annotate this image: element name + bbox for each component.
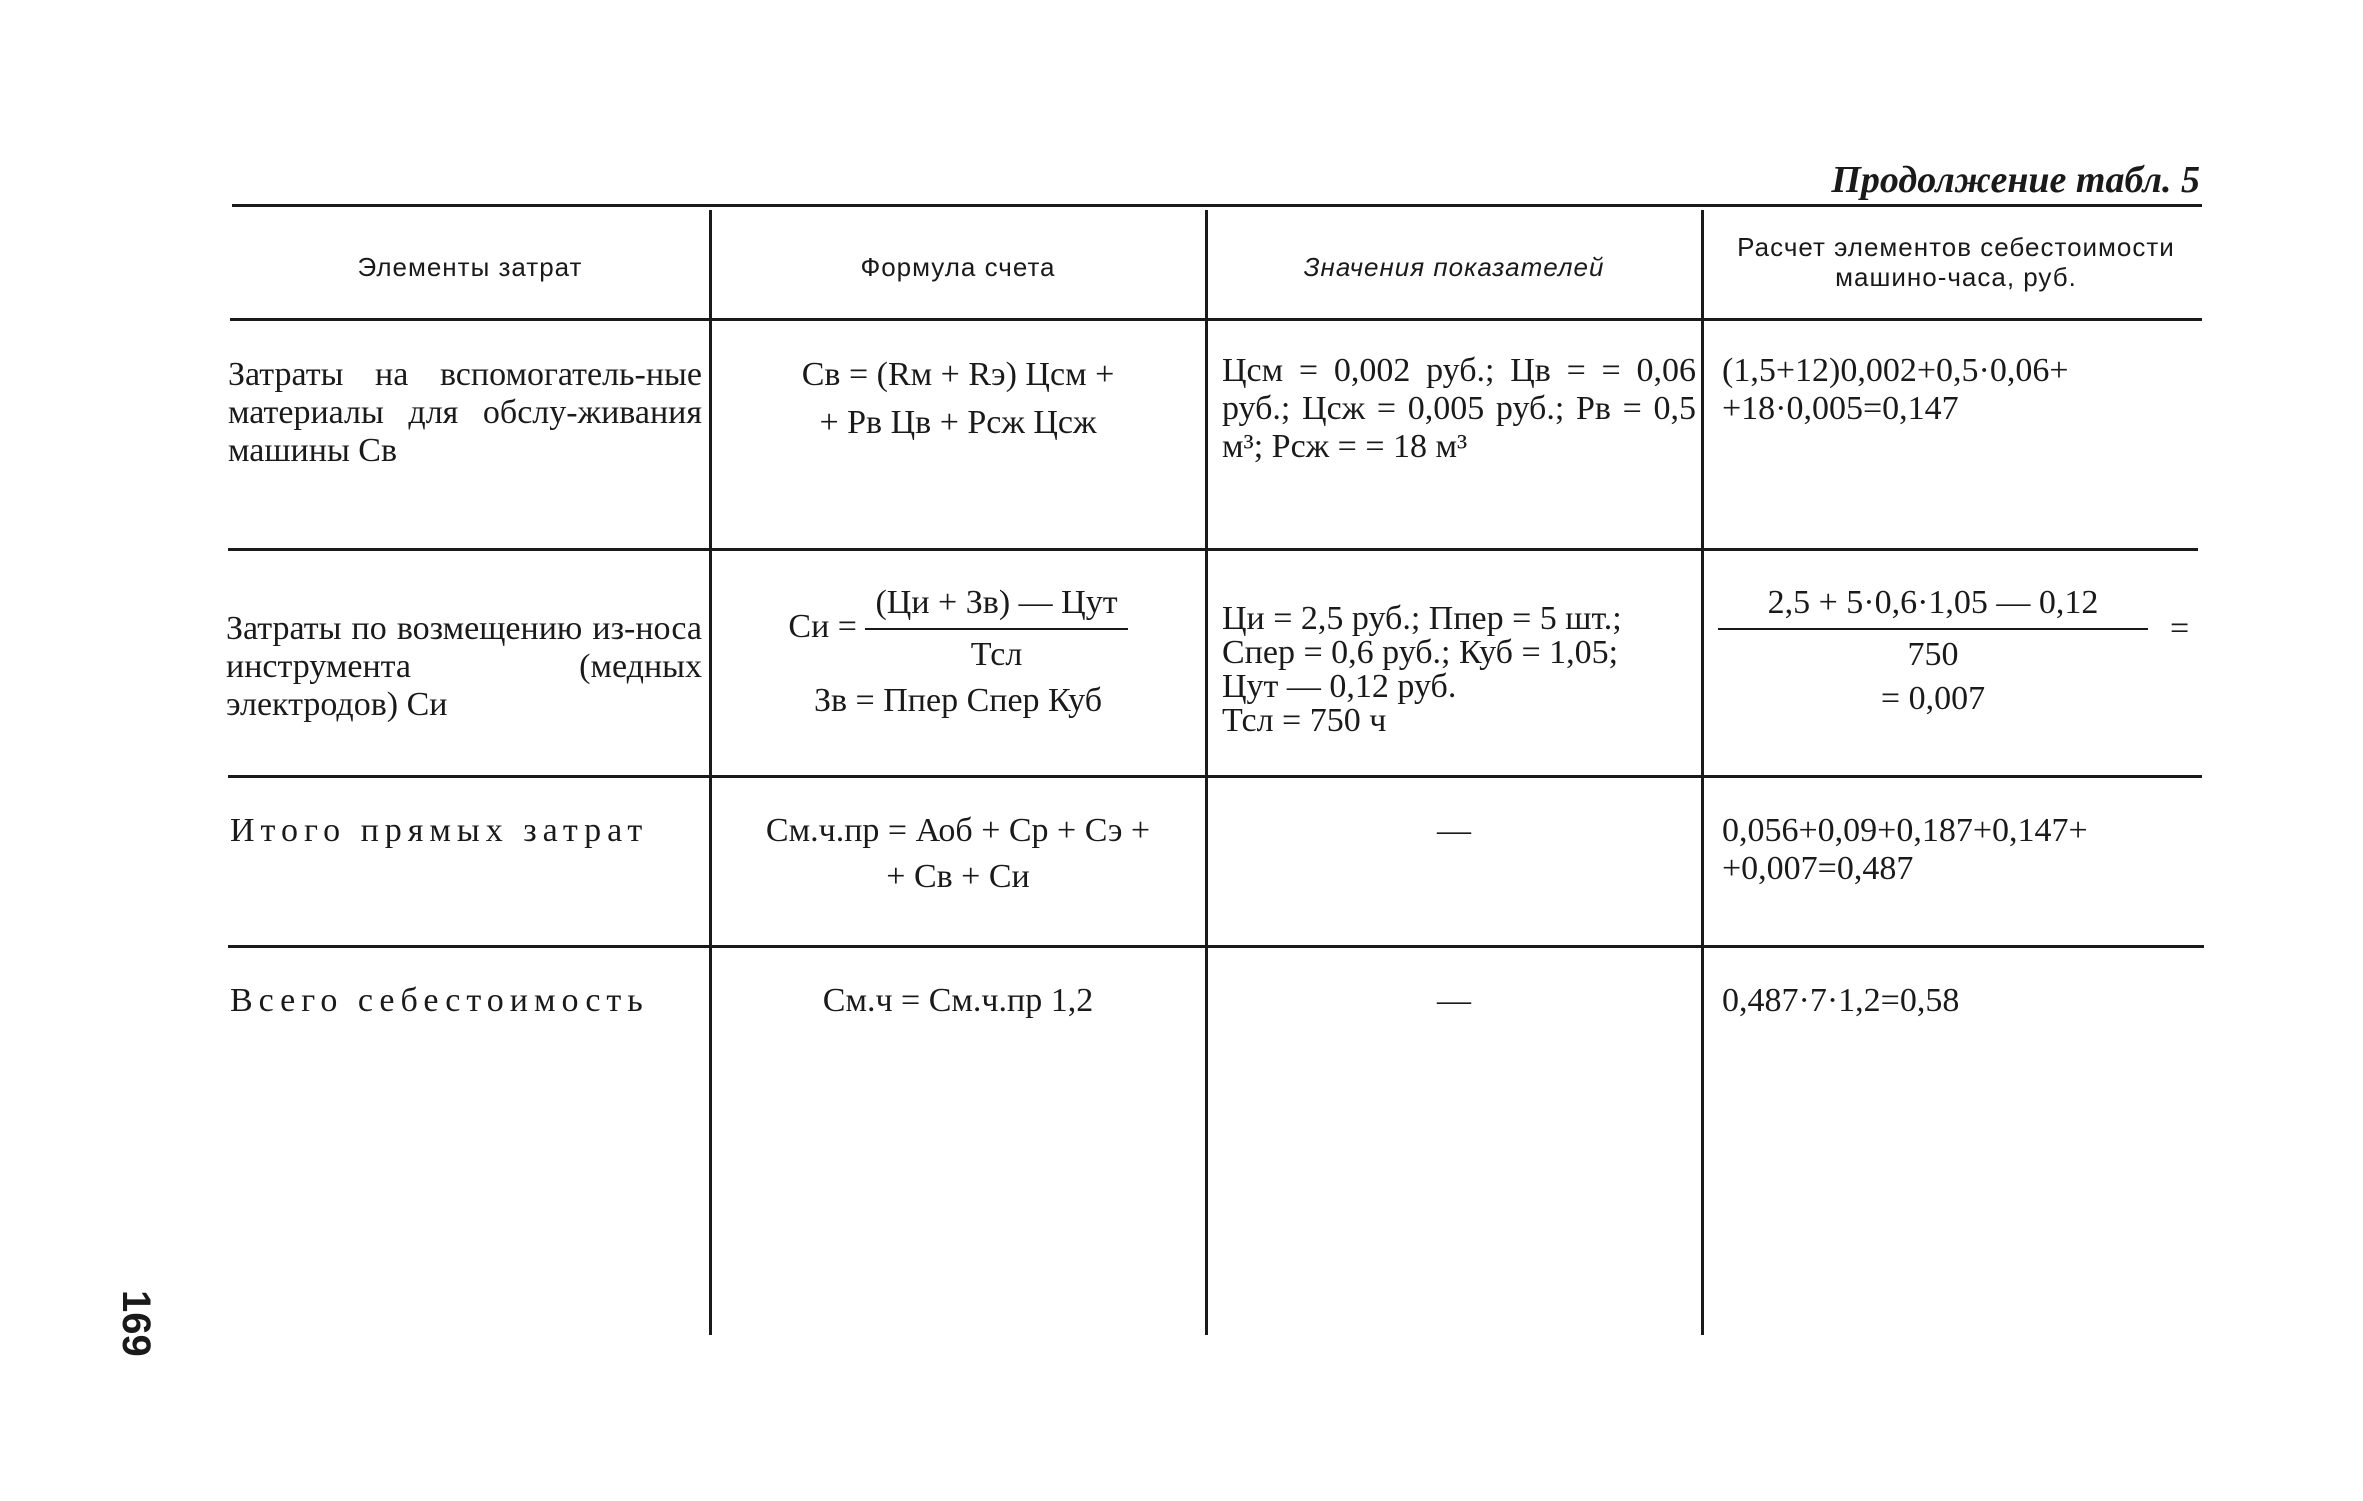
- row2-formula-fraction: [712, 584, 1204, 674]
- row-divider-3: [228, 945, 2204, 948]
- row4-formula: См.ч = См.ч.пр 1,2: [822, 982, 1094, 1019]
- row2-calc-frac: [1718, 584, 2148, 674]
- header-col-calculation: Расчет элементов себестоимости машино-часа, руб.: [1737, 232, 2175, 292]
- row2-formula-frac: [865, 584, 1127, 674]
- row2-calc-equals: =: [2170, 610, 2190, 647]
- header-bottom-rule: [230, 318, 2202, 321]
- row2-values: [1222, 602, 1702, 738]
- header-col-values: Значения показателей: [1303, 252, 1605, 282]
- row3-element: Итого прямых затрат: [230, 812, 649, 849]
- header-col-elements: Элементы затрат: [357, 252, 583, 282]
- page-number: 169: [114, 1290, 158, 1357]
- header-col-formula: Формула счета: [860, 252, 1056, 282]
- row3-values: —: [1437, 812, 1471, 849]
- row2-values-line1: Ци = 2,5 руб.; Ппер = 5 шт.;: [1222, 600, 1622, 637]
- row4-element: Всего себестоимость: [230, 982, 649, 1019]
- row2-formula-numerator: (Ци + Зв) — Цут: [865, 584, 1127, 630]
- table-caption: Продолжение табл. 5: [1831, 159, 2200, 201]
- row1-element: Затраты на вспомогатель-ные материалы для обслу-живания машины Св: [228, 356, 702, 469]
- row2-calc-result: = 0,007: [1880, 680, 1986, 717]
- row3-calc: 0,056+0,09+0,187+0,147+ +0,007=0,487: [1722, 812, 2088, 887]
- row2-calc-denominator: 750: [1907, 636, 1959, 673]
- row2-formula-line2: Зв = Ппер Спер Куб: [813, 682, 1103, 719]
- table-top-rule: [232, 204, 2202, 207]
- row2-formula-lhs: Си =: [788, 607, 857, 645]
- row1-values: Цсм = 0,002 руб.; Цв = = 0,06 руб.; Цсж = 0,005 руб.; Рв = 0,5 м³; Рсж = = 18 м³: [1222, 352, 1696, 465]
- column-divider-2: [1205, 210, 1208, 1335]
- row3-formula-line1: См.ч.пр = Аоб + Ср + Сэ +: [765, 812, 1151, 849]
- row3-formula-line2: + Св + Си: [886, 858, 1030, 895]
- row2-calc: [1718, 584, 2202, 718]
- row2-values-line3: Цут — 0,12 руб.: [1222, 668, 1457, 705]
- row2-calc-numerator: 2,5 + 5·0,6·1,05 — 0,12: [1718, 584, 2148, 630]
- row2-formula-denominator: Тсл: [970, 636, 1023, 673]
- row1-formula-line1: Св = (Rм + Rэ) Цсм +: [801, 356, 1115, 393]
- row2-element: Затраты по возмещению из-носа инструмента (медных электродов) Си: [226, 610, 702, 723]
- column-divider-3: [1701, 210, 1704, 1335]
- row1-calc: (1,5+12)0,002+0,5·0,06+ +18·0,005=0,147: [1722, 352, 2069, 427]
- row2-values-line2: Спер = 0,6 руб.; Куб = 1,05;: [1222, 634, 1619, 671]
- row-divider-2: [228, 775, 2202, 778]
- row3-formula: [712, 812, 1204, 896]
- row2-formula: [712, 584, 1204, 720]
- row2-values-line4: Тсл = 750 ч: [1222, 702, 1387, 739]
- row1-formula-line2: + Рв Цв + Рсж Цсж: [819, 404, 1097, 441]
- row4-values: —: [1437, 982, 1471, 1019]
- row-divider-1: [228, 548, 2198, 551]
- row1-formula: [712, 356, 1204, 442]
- row4-calc: 0,487·7·1,2=0,58: [1722, 982, 1960, 1019]
